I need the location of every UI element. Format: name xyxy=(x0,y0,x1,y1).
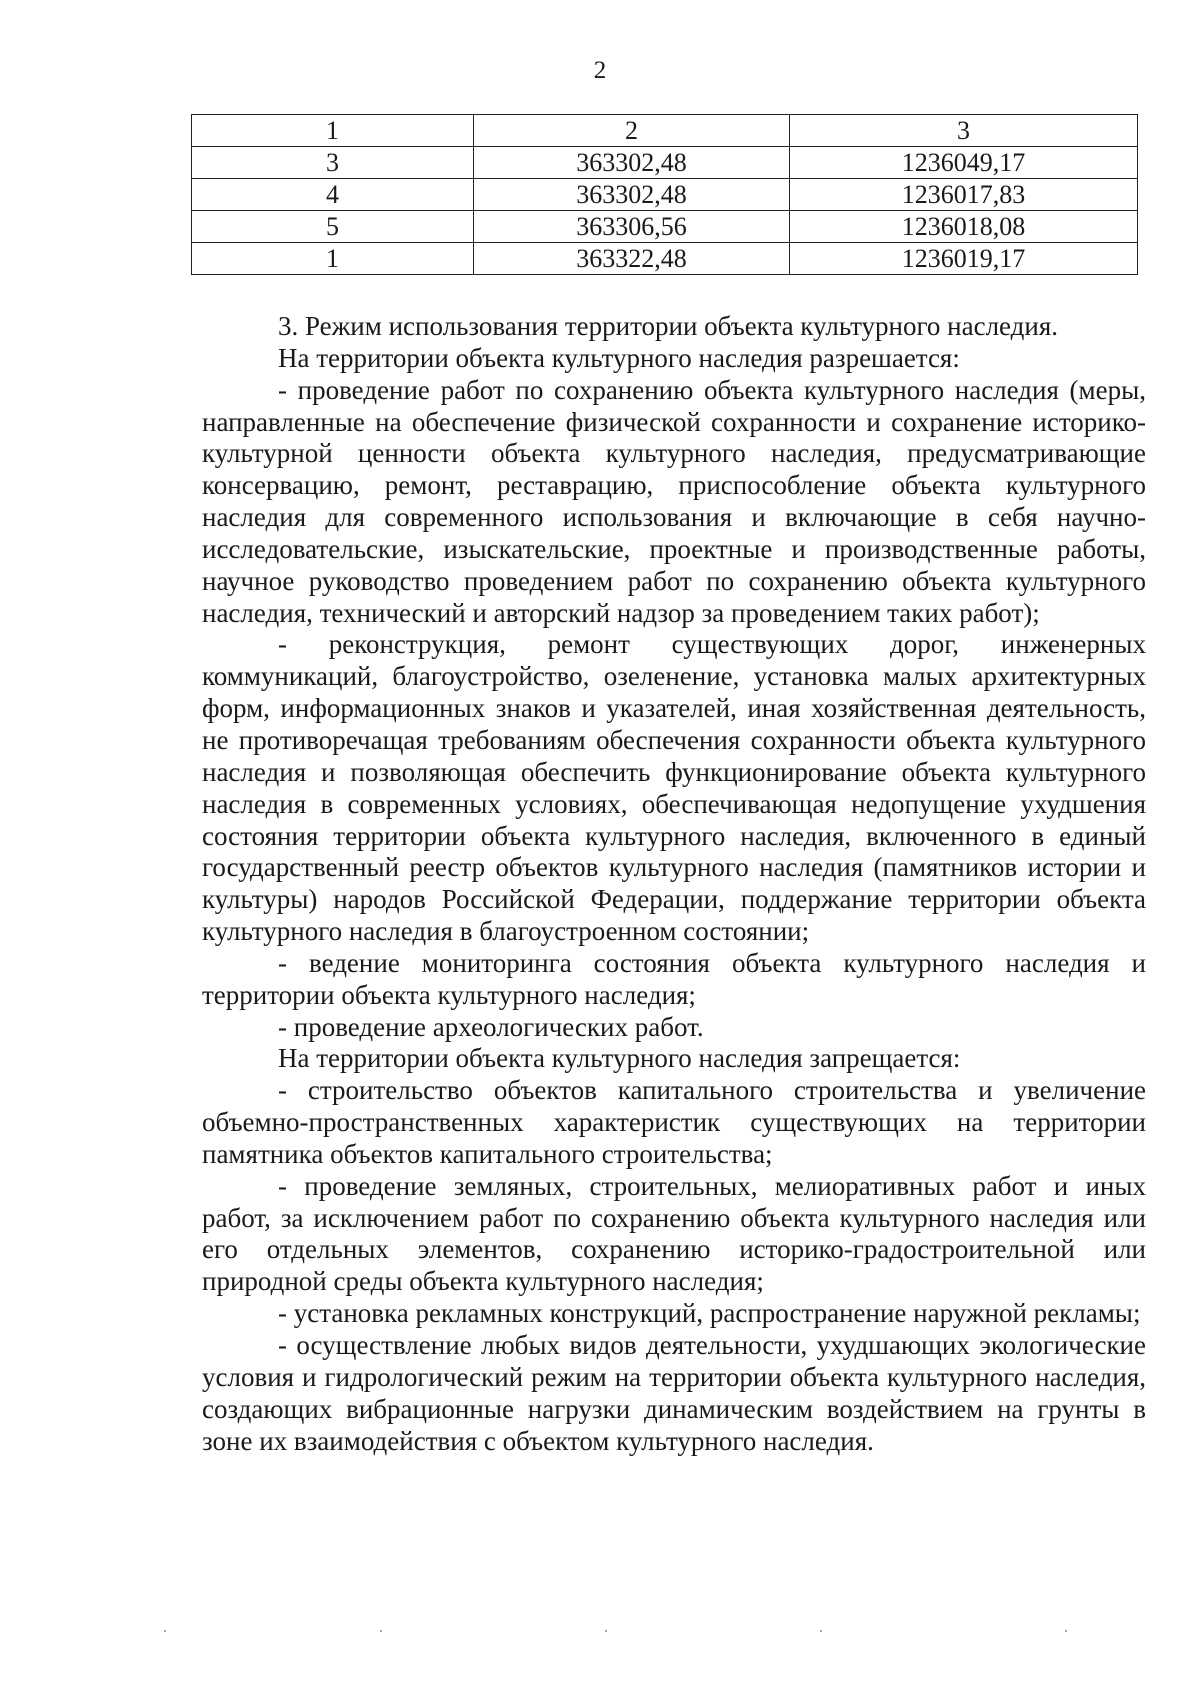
section-heading: 3. Режим использования территории объекта культурного наследия. xyxy=(278,311,1059,341)
table-row xyxy=(192,243,1138,275)
table-cell: 3 xyxy=(192,147,474,179)
table-cell: 1236019,17 xyxy=(790,243,1138,275)
table-header-cell: 3 xyxy=(790,115,1138,147)
table-cell: 1236049,17 xyxy=(790,147,1138,179)
page-number: 2 xyxy=(593,57,607,84)
table-cell: 363302,48 xyxy=(474,147,790,179)
table-header-cell: 2 xyxy=(474,115,790,147)
table-row xyxy=(192,179,1138,211)
table-row xyxy=(192,211,1138,243)
table-cell: 4 xyxy=(192,179,474,211)
prohibited-item: - строительство объектов капитального строительства и увеличение объемно-пространственных характеристик существующих на территории памятника объектов капитального строительства; xyxy=(202,1075,1146,1169)
table-cell: 363302,48 xyxy=(474,179,790,211)
prohibited-item: - проведение земляных, строительных, мелиоративных работ и иных работ, за исключением работ по сохранению объекта культурного наследия или его отдельных элементов, сохранению историко-градостроительной или природной среды объекта культурного наследия; xyxy=(202,1170,1146,1297)
table-cell: 363322,48 xyxy=(474,243,790,275)
allowed-item: - проведение археологических работ. xyxy=(278,1011,704,1042)
allowed-item: - ведение мониторинга состояния объекта культурного наследия и территории объекта культурного наследия; xyxy=(202,947,1146,1010)
scan-artifacts xyxy=(160,1630,1080,1634)
prohibited-intro: На территории объекта культурного наследия запрещается: xyxy=(278,1043,961,1074)
table-cell: 363306,56 xyxy=(474,211,790,243)
table-header-cell: 1 xyxy=(192,115,474,147)
allowed-intro: На территории объекта культурного наследия разрешается: xyxy=(278,342,960,373)
document-body xyxy=(202,311,1146,1457)
table-row xyxy=(192,147,1138,179)
table-header-row xyxy=(192,115,1138,147)
prohibited-item: - осуществление любых видов деятельности, ухудшающих экологические условия и гидрологический режим на территории объекта культурного наследия, создающих вибрационные нагрузки динамическим воздействием на грунты в зоне их взаимодействия с объектом культурного наследия. xyxy=(202,1330,1146,1456)
prohibited-item: - установка рекламных конструкций, распространение наружной рекламы; xyxy=(278,1298,1141,1329)
table-cell: 1236017,83 xyxy=(790,179,1138,211)
table-cell: 1236018,08 xyxy=(790,211,1138,243)
allowed-item: - реконструкция, ремонт существующих дорог, инженерных коммуникаций, благоустройство, озеленение, установка малых архитектурных форм, информационных знаков и указателей, иная хозяйственная деятельность, не противоречащая требованиям обеспечения сохранности объекта культурного наследия и позволяющая обеспечить функционирование объекта культурного наследия в современных условиях, обеспечивающая недопущение ухудшения состояния территории объекта культурного наследия, включенного в единый государственный реестр объектов культурного наследия (памятников истории и культуры) народов Российской Федерации, поддержание территории объекта культурного наследия в благоустроенном состоянии; xyxy=(202,629,1146,947)
table-cell: 5 xyxy=(192,211,474,243)
allowed-item: - проведение работ по сохранению объекта культурного наследия (меры, направленные на обеспечение физической сохранности и сохранение историко-культурной ценности объекта культурного наследия, предусматривающие консервацию, ремонт, реставрацию, приспособление объекта культурного наследия для современного использования и включающие в себя научно-исследовательские, изыскательские, проектные и производственные работы, научное руководство проведением работ по сохранению объекта культурного наследия, технический и авторский надзор за проведением таких работ); xyxy=(202,374,1146,628)
table-cell: 1 xyxy=(192,243,474,275)
coordinates-table xyxy=(191,114,1138,275)
